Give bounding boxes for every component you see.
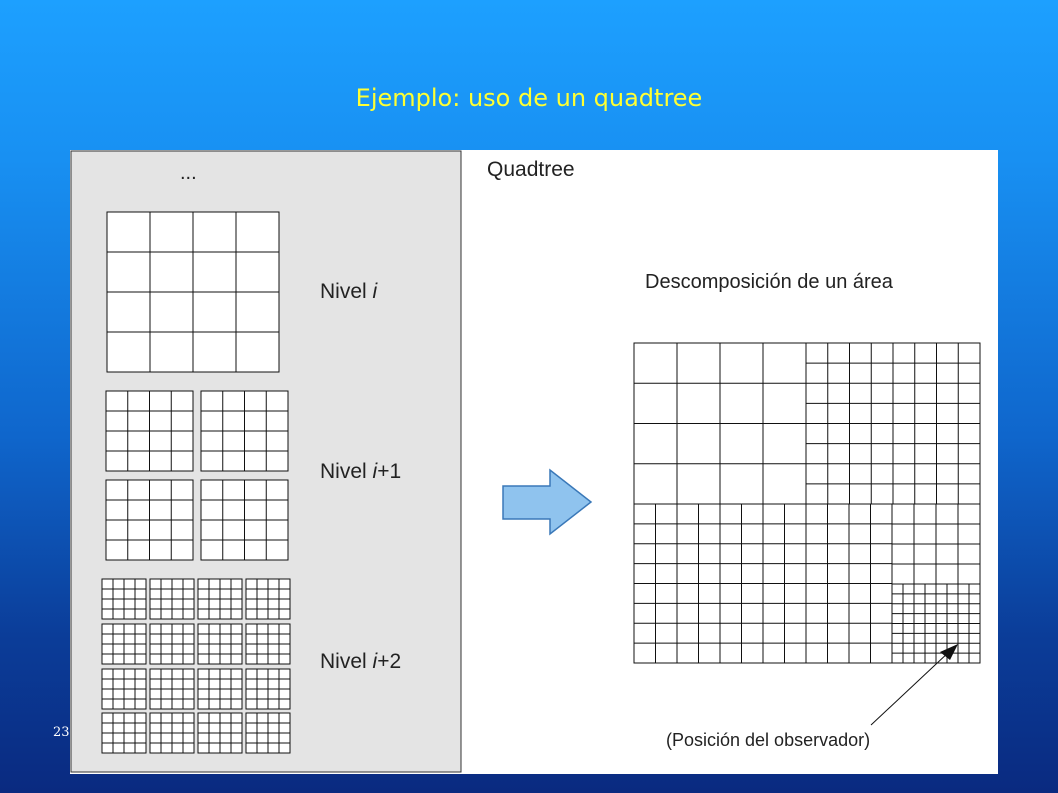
observer-label: (Posición del observador) [666, 730, 871, 750]
level-i-grid [107, 212, 279, 372]
level-i-plus-2-label: Nivel i+2 [320, 650, 402, 673]
slide-title: Ejemplo: uso de un quadtree [355, 84, 703, 112]
level-i-plus-1-grid [201, 480, 288, 560]
level-i-plus-2-grid [198, 579, 242, 619]
level-i-plus-2-grid [198, 624, 242, 664]
level-i-plus-1-label: Nivel i+1 [320, 460, 402, 483]
level-i-label: Nivel i [320, 280, 378, 303]
right-arrow [503, 470, 591, 534]
decomposition-fine-region-bottom-right-upper [892, 504, 980, 584]
level-i-plus-2-grid [150, 669, 194, 709]
decomposition-fine-region-bottom-left [634, 504, 892, 663]
decomposition-label: Descomposición de un área [645, 271, 893, 293]
level-i-plus-2-grid [246, 669, 290, 709]
level-i-plus-1-grid [106, 480, 193, 560]
level-i-plus-2-grid [198, 669, 242, 709]
quadtree-label: Quadtree [487, 158, 575, 181]
slide-number: 23 [53, 725, 70, 740]
decomposition-coarse-region [634, 343, 806, 504]
level-i-plus-1-grid [201, 391, 288, 471]
quadtree-diagram [70, 150, 998, 774]
level-i-plus-2-grid [102, 669, 146, 709]
level-i-plus-2-grid [246, 624, 290, 664]
level-i-plus-2-grid [246, 579, 290, 619]
level-i-plus-2-grid [102, 624, 146, 664]
level-i-plus-2-grid [150, 713, 194, 753]
level-i-plus-1-grid [106, 391, 193, 471]
quadtree-figure [70, 150, 998, 774]
level-i-plus-2-grid [246, 713, 290, 753]
level-i-plus-2-grid [198, 713, 242, 753]
level-i-plus-2-grid [150, 579, 194, 619]
level-i-plus-2-grid [150, 624, 194, 664]
decomposition-finest-observer-region [892, 584, 980, 663]
level-i-plus-2-grid [102, 713, 146, 753]
level-i-plus-2-grid [102, 579, 146, 619]
ellipsis-label: ... [180, 162, 197, 184]
decomposition-fine-region-top-right [806, 343, 980, 504]
